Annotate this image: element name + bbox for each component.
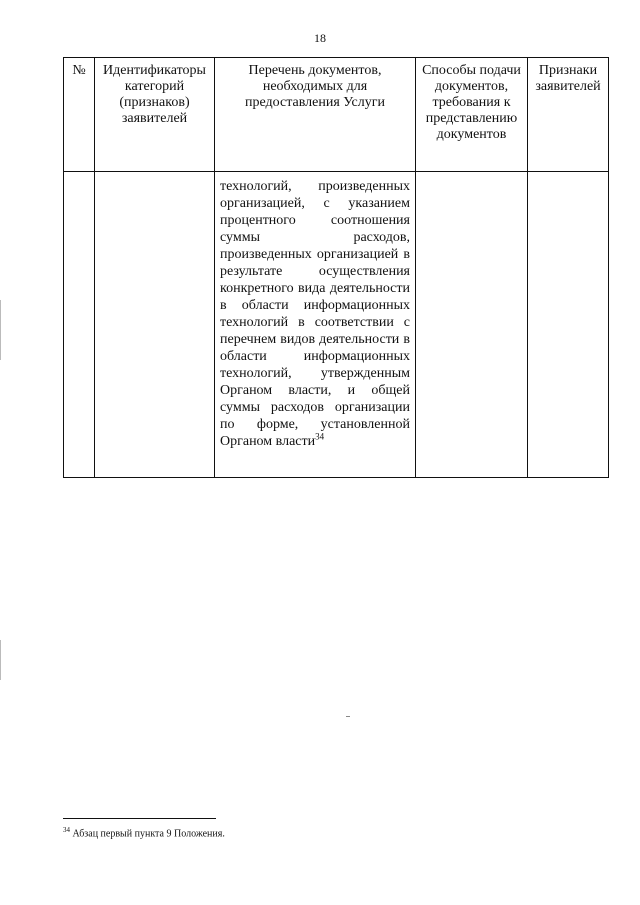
cell-identifiers — [95, 172, 215, 478]
footnote — [63, 826, 225, 839]
cell-applicant-signs — [528, 172, 609, 478]
cell-number — [64, 172, 95, 478]
header-required-documents-list: Перечень документов, необходимых для предоставления Услуги — [215, 58, 416, 172]
documents-text — [220, 178, 410, 450]
table-row — [64, 172, 609, 478]
header-applicant-category-identifiers: Идентификаторы категорий (признаков) заявителей — [95, 58, 215, 172]
page-number: 18 — [314, 31, 326, 45]
header-applicant-signs: Признаки заявителей — [528, 58, 609, 172]
scan-edge-line — [0, 300, 1, 360]
documents-text-body: технологий, произведенных организацией, с указанием процентного соотношения суммы расходов, произведенных организацией в результате осуществления конкретного вида деятельности в области информационных технологий в соответствии с перечнем видов деятельности в области информационных технологий, утвержденным Органом власти, и общей суммы расходов организации по форме, установленной Органом власти — [220, 179, 410, 449]
footnote-number: 34 — [63, 826, 70, 834]
footnote-reference: 34 — [315, 431, 325, 442]
cell-submission-methods — [416, 172, 528, 478]
footnote-separator — [63, 818, 216, 819]
cell-documents — [215, 172, 416, 478]
footnote-text: Абзац первый пункта 9 Положения. — [72, 828, 225, 840]
documents-table — [63, 57, 609, 478]
header-submission-methods: Способы подачи документов, требования к представлению документов — [416, 58, 528, 172]
scan-edge-line — [0, 640, 1, 680]
header-number: № — [64, 58, 95, 172]
scan-artifact — [346, 716, 350, 717]
table-header-row — [64, 58, 609, 172]
